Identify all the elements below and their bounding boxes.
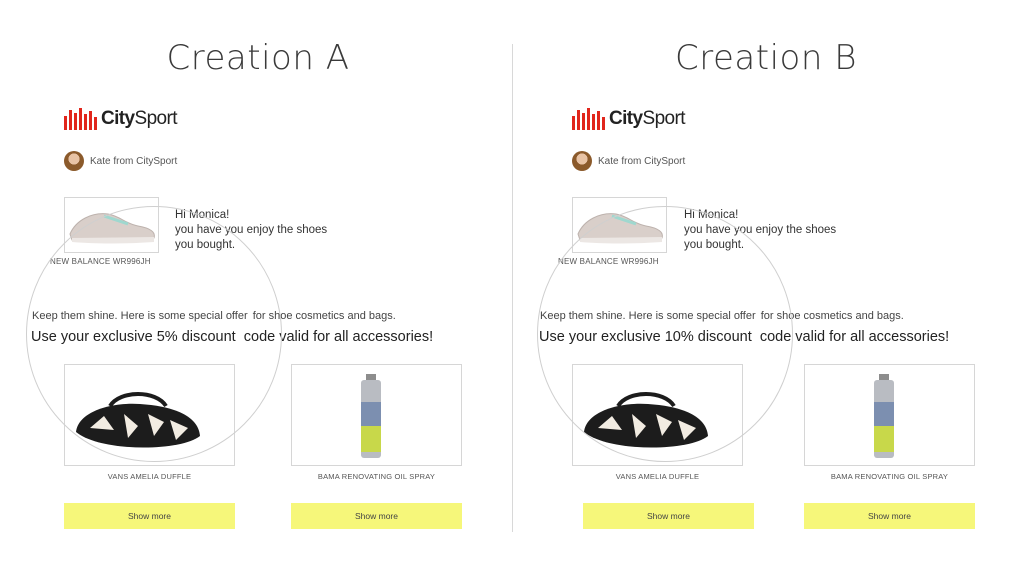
show-more-button[interactable]: Show more [64,503,235,529]
sender-name: Kate from CitySport [598,155,686,167]
show-more-button[interactable]: Show more [291,503,462,529]
creation-b-panel [512,0,1024,572]
offer-text: Use your exclusive 5% discount code valid for all accessories! [31,329,434,345]
logo-wordmark: CitySport [609,108,685,129]
sender-name: Kate from CitySport [90,155,178,167]
purchased-product-name: NEW BALANCE WR996JH [558,257,659,266]
sneaker-icon [574,204,666,248]
logo-wordmark: CitySport [101,108,177,129]
greeting-text: Hi Monica! you have you enjoy the shoes you bought. [684,209,837,251]
show-more-button[interactable]: Show more [583,503,754,529]
product-name: BAMA RENOVATING OIL SPRAY [830,472,949,481]
product-name: VANS AMELIA DUFFLE [615,472,700,481]
show-more-button[interactable]: Show more [804,503,975,529]
sender-row [64,151,177,171]
lead-text: Keep them shine. Here is some special offer for shoe cosmetics and bags. [540,310,904,322]
discount-text: Use your exclusive 5% discount [31,329,236,345]
spray-can-icon [873,374,895,460]
avatar [572,151,592,171]
logo-bars-icon [64,108,97,130]
avatar [64,151,84,171]
product-name: BAMA RENOVATING OIL SPRAY [317,472,436,481]
purchased-product-name: NEW BALANCE WR996JH [50,257,151,266]
product-name: VANS AMELIA DUFFLE [107,472,192,481]
sender-row [572,151,685,171]
creation-title: Creation A [166,38,350,78]
creation-title: Creation B [675,38,857,78]
discount-text: Use your exclusive 10% discount [539,329,752,345]
offer-text: Use your exclusive 10% discount code valid for all accessories! [539,329,950,345]
citysport-logo[interactable] [64,104,177,130]
citysport-logo[interactable] [572,104,685,130]
logo-bars-icon [572,108,605,130]
duffle-bag-icon [578,392,714,456]
sneaker-icon [66,204,158,248]
greeting-text: Hi Monica! you have you enjoy the shoes you bought. [175,209,328,251]
lead-text: Keep them shine. Here is some special offer for shoe cosmetics and bags. [32,310,396,322]
spray-can-icon [360,374,382,460]
duffle-bag-icon [70,392,206,456]
